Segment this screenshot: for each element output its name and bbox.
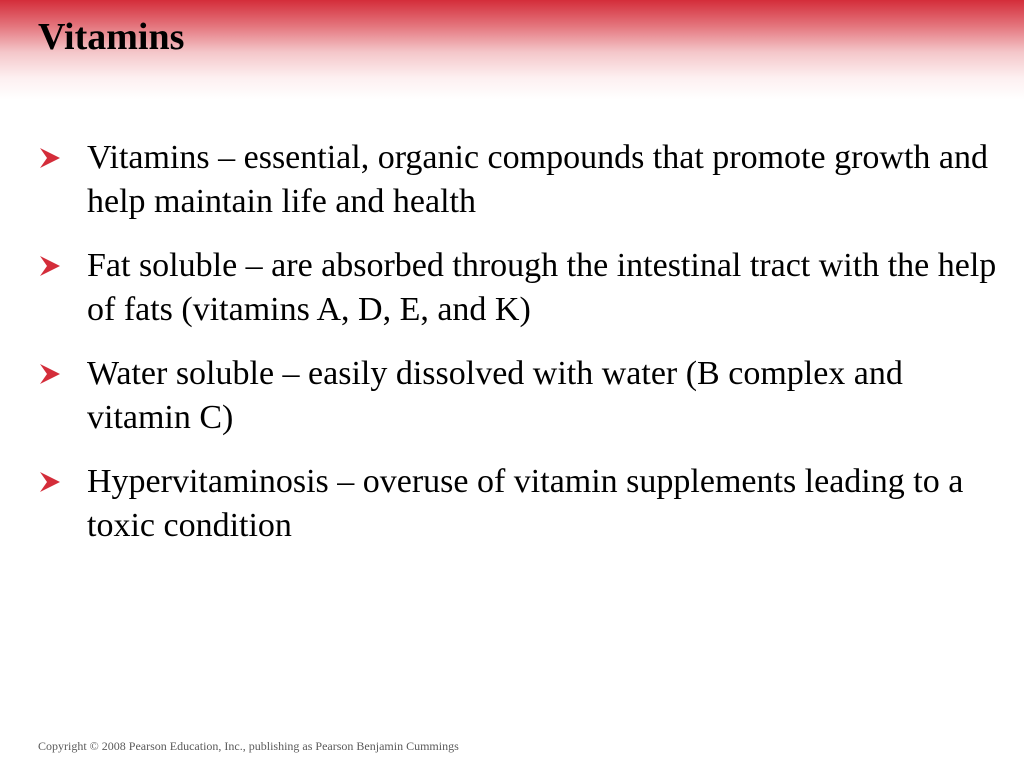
bullet-text: Hypervitaminosis – overuse of vitamin supplements leading to a toxic condition — [87, 463, 964, 544]
bullet-text: Fat soluble – are absorbed through the intestinal tract with the help of fats (vitamins A, D, E, and K) — [87, 247, 997, 328]
arrow-bullet-icon — [38, 254, 62, 278]
bullet-list — [0, 136, 1024, 568]
slide-title: Vitamins — [38, 16, 185, 58]
bullet-item — [0, 136, 997, 224]
bullet-item — [0, 460, 997, 548]
arrow-bullet-icon — [38, 362, 62, 386]
bullet-item — [0, 244, 997, 332]
arrow-bullet-icon — [38, 470, 62, 494]
bullet-item — [0, 352, 997, 440]
arrow-bullet-icon — [38, 146, 62, 170]
bullet-text: Water soluble – easily dissolved with water (B complex and vitamin C) — [87, 355, 903, 436]
bullet-text: Vitamins – essential, organic compounds that promote growth and help maintain life and health — [87, 139, 988, 220]
copyright-footer: Copyright © 2008 Pearson Education, Inc., publishing as Pearson Benjamin Cummings — [38, 739, 459, 753]
